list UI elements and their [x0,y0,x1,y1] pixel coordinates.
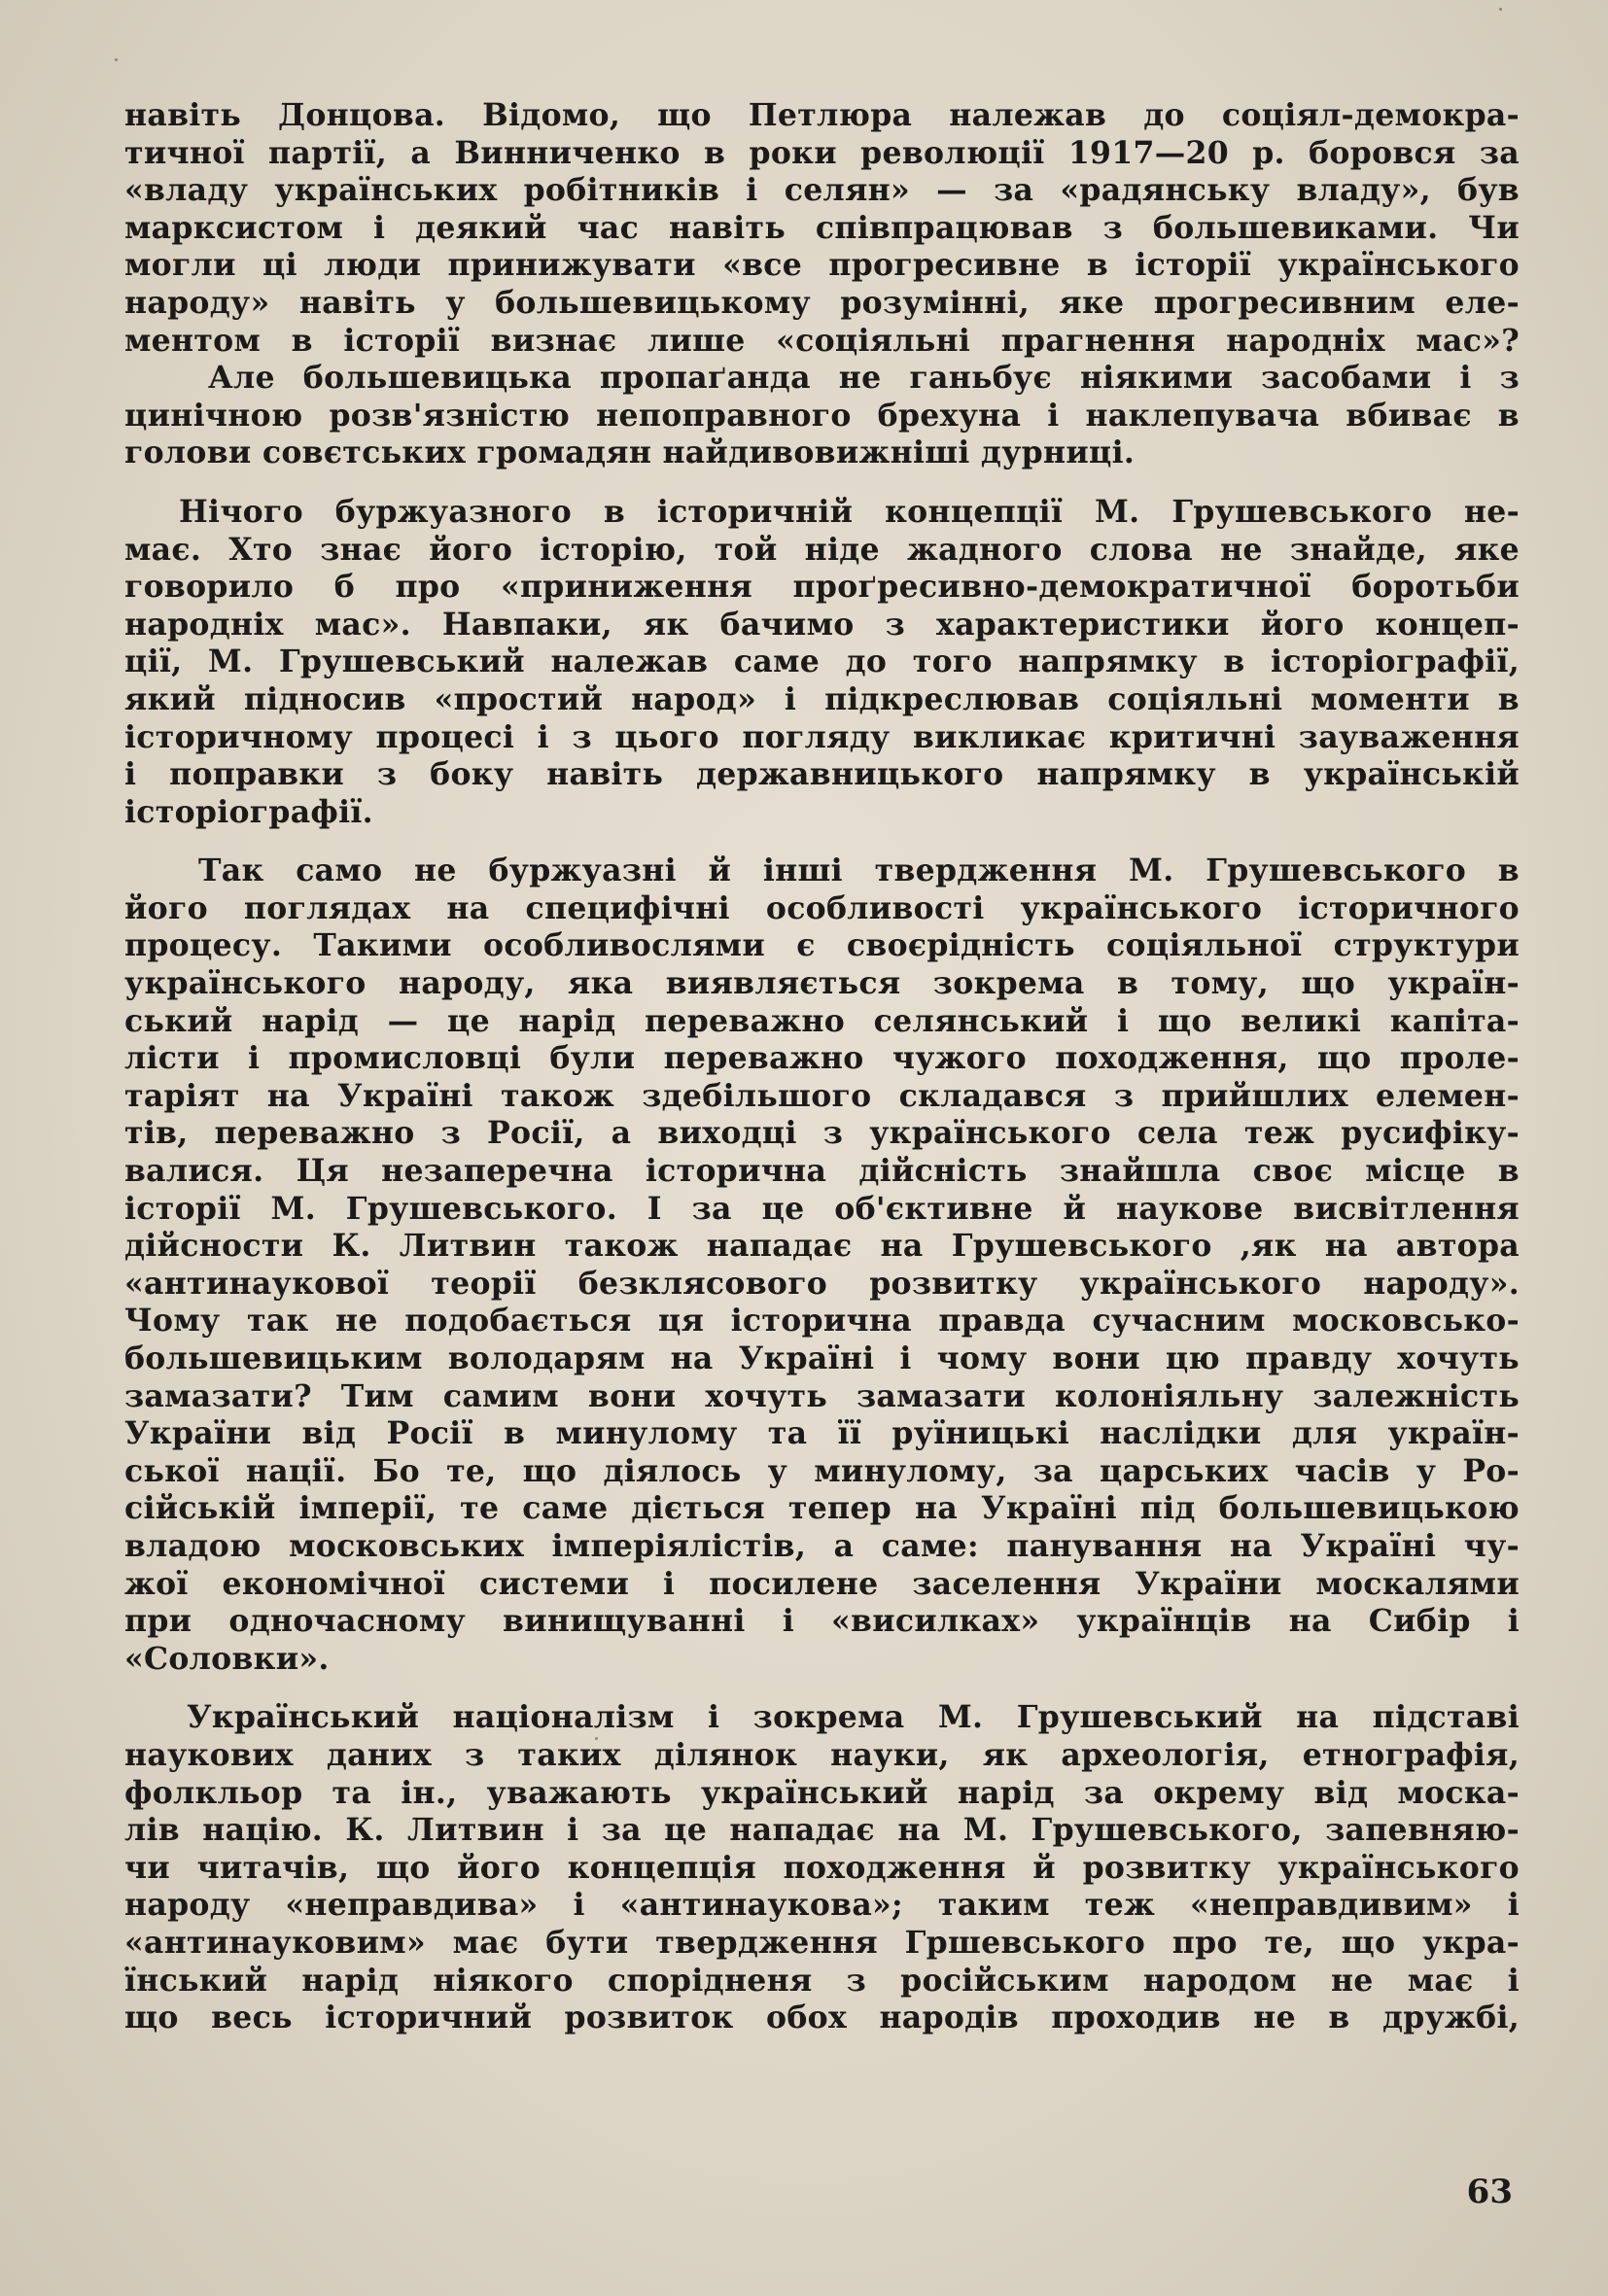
text-line: цинічною розв'язністю непоправного брехуна і наклепувача вбиває в [124,397,1520,434]
text-line: сійській імперії, те саме діється тепер на Україні під большевицькою [124,1490,1520,1527]
text-line: владою московських імперіялістів, а саме: панування на Україні чу- [124,1527,1520,1564]
text-line: замазати? Тим самим вони хочуть замазати колоніяльну залежність [124,1377,1520,1414]
text-line: який підносив «простий народ» і підкреслював соціяльні моменти в [124,680,1520,717]
text-line: тичної партії, а Винниченко в роки революції 1917—20 р. боровся за [124,134,1520,171]
text-line: большевицьким володарям на Україні і чому вони цю правду хочуть [124,1340,1520,1376]
text-line: лів націю. К. Литвин і за це нападає на М. Грушевського, запевняю- [124,1812,1520,1849]
text-line: ції, М. Грушевський належав саме до того напрямку в історіографії, [124,644,1520,680]
text-line: Нічого буржуазного в історичній концепції М. Грушевського не- [179,493,1520,530]
text-line: Так само не буржуазні й інші твердження М. Грушевського в [198,852,1520,889]
text-line: ський нарід — це нарід переважно селянський і що великі капіта- [124,1002,1520,1039]
text-line: валися. Ця незаперечна історична дійсність знайшла своє місце в [124,1153,1520,1190]
text-line: процесу. Такими особливослями є своєрідність соціяльної структури [124,927,1520,964]
text-line: Чому так не подобається ця історична правда сучасним московсько- [124,1303,1520,1339]
text-line: і поправки з боку навіть державницького напрямку в українській [124,756,1520,793]
text-line: наукових даних з таких ділянок науки, як археологія, етнографія, [124,1736,1520,1773]
text-line: народу» навіть у большевицькому розумінні, яке прогресивним еле- [124,284,1520,321]
text-line: навіть Донцова. Відомо, що Петлюра належав до соціял-демокра- [124,97,1520,133]
text-line: могли ці люди принижувати «все прогресивне в історії українського [124,247,1520,284]
text-line: дійсности К. Литвин також нападає на Грушевського ,як на автора [124,1228,1520,1265]
print-speck [1499,8,1502,11]
text-line: Український націоналізм і зокрема М. Грушевський на підставі [187,1699,1520,1736]
text-line: таріят на Україні також здебільшого складався з прийшлих елемен- [124,1077,1520,1114]
text-line: жої економічної системи і посилене заселення України москалями [124,1565,1520,1602]
text-line: народніх мас». Навпаки, як бачимо з характеристики його концеп- [124,606,1520,643]
page-number: 63 [1466,2173,1513,2211]
text-line: що весь історичний розвиток обох народів проходив не в дружбі, [124,2000,1520,2036]
text-line: чи читачів, що його концепція походження й розвитку українського [124,1849,1520,1886]
text-line: голови совєтських громадян найдивовижніші дурниці. [124,435,1136,471]
text-line: «антинауковим» має бути твердження Гршевського про те, що укра- [124,1924,1520,1961]
text-line: фолкльор та ін., уважають український нарід за окрему від моска- [124,1774,1520,1811]
print-speck [115,58,118,61]
paragraph [124,494,1520,831]
text-line: при одночасному винищуванні і «висилках» українців на Сибір і [124,1603,1520,1640]
text-line: українського народу, яка виявляється зокрема в тому, що україн- [124,965,1520,1002]
text-line: Але большевицька пропаґанда не ганьбує ніякими засобами і з [208,360,1520,397]
text-line: історичному процесі і з цього погляду викликає критичні зауваження [124,718,1520,755]
text-line: «Соловки». [124,1640,330,1677]
text-line: його поглядах на специфічні особливості українського історичного [124,889,1520,926]
text-line: історії М. Грушевського. І за це об'єктивне й наукове висвітлення [124,1190,1520,1227]
text-line: ської нації. Бо те, що діялось у минулому, за царських часів у Ро- [124,1452,1520,1489]
text-line: має. Хто знає його історію, той ніде жадного слова не знайде, яке [124,531,1520,568]
text-line: їнський нарід ніякого спорідненя з російським народом не має і [124,1962,1520,1999]
text-line: народу «неправдива» і «антинаукова»; таким теж «неправдивим» і [124,1887,1520,1924]
paragraph [124,852,1520,1678]
text-line: тів, переважно з Росії, а виходці з українського села теж русифіку- [124,1115,1520,1152]
text-line: ментом в історії визнає лише «соціяльні прагнення народніх мас»? [124,322,1520,359]
paragraph [124,1699,1520,2036]
text-line: говорило б про «приниження проґресивно-демократичної боротьби [124,569,1520,606]
text-line: «владу українських робітників і селян» — за «радянську владу», був [124,172,1520,209]
text-line: України від Росії в минулому та її руїницькі наслідки для україн- [124,1415,1520,1452]
body-text [124,97,1520,2037]
text-line: історіографії. [124,793,373,830]
paragraph [124,97,1520,472]
text-line: марксистом і деякий час навіть співпрацював з большевиками. Чи [124,209,1520,246]
text-line: лісти і промисловці були переважно чужого походження, що проле- [124,1040,1520,1077]
text-line: «антинаукової теорії безклясового розвитку українського народу». [124,1265,1520,1302]
